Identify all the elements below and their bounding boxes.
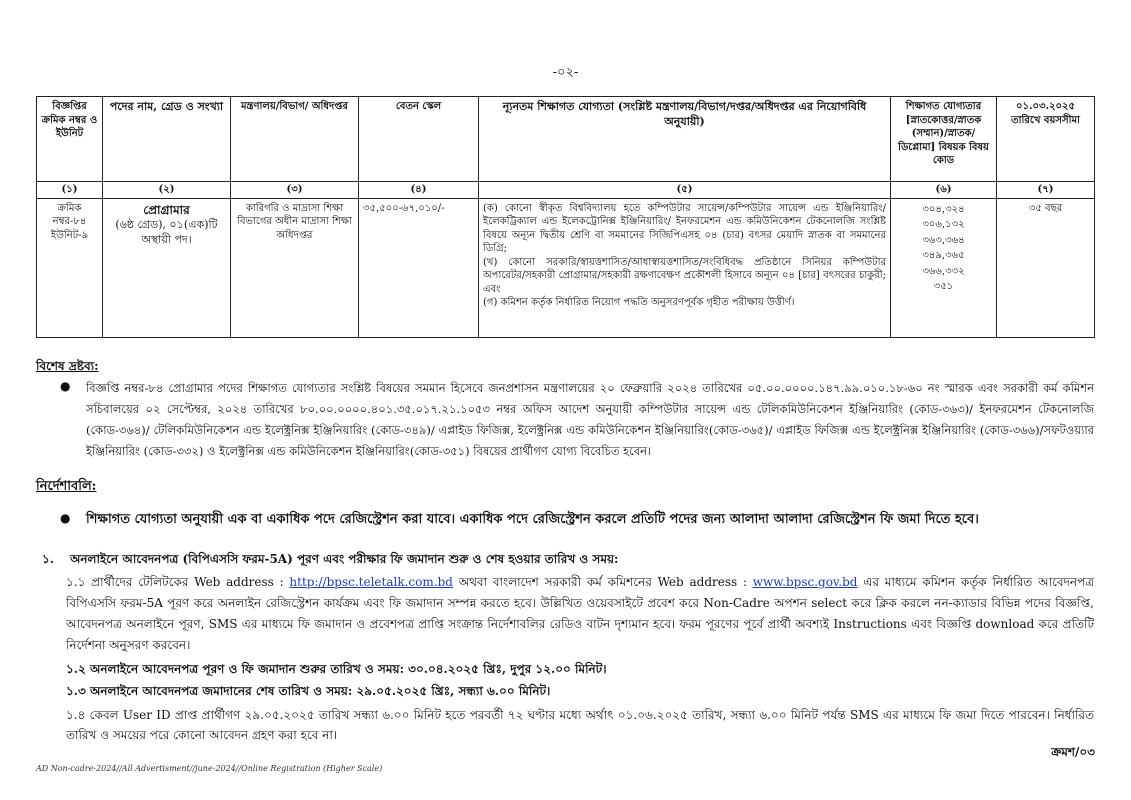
cell-subject-codes: [891, 198, 997, 337]
header-ministry: মন্ত্রণালয়/বিভাগ/ অধিদপ্তর: [231, 97, 359, 182]
special-note-title: বিশেষ দ্রষ্টব্য:: [36, 359, 99, 373]
subject-code: ৩৬৩,৩৬৪: [922, 234, 965, 246]
sub-item-1-1: [66, 572, 1094, 656]
post-grade: (৬ষ্ঠ গ্রেড), ০১(এক)টি অস্থায়ী পদ।: [115, 217, 218, 246]
sub-item-1-2: ১.২ অনলাইনে আবেদনপত্র পূরণ ও ফি জমাদান শুরুর তারিখ ও সময়: ৩০.০৪.২০২৫ খ্রিঃ, দুপুর ১২.০০ মিনিট।: [66, 662, 607, 676]
subject-code: ৩৬৬,৩৩২: [922, 265, 965, 277]
instructions-title: নির্দেশাবলি:: [36, 479, 97, 494]
bullet-icon: ●: [60, 511, 71, 525]
subject-code: ৩৪৯,৩৬৫: [922, 250, 965, 261]
cell-age-limit: ৩৫ বছর: [997, 198, 1095, 337]
column-number: (৫): [479, 182, 891, 199]
sub-item-1-4: ১.৪ কেবল User ID প্রাপ্ত প্রার্থীগণ ২৯.০৫.২০২৫ তারিখ সন্ধ্যা ৬.০০ মিনিট হতে পরবর্তী ৭২ ঘণ্টার মধ্যে অর্থাৎ ০১.০৬.২০২৫ তারিখ, সন্ধ্যা ৬.০০ মিনিট পর্যন্ত SMS এর মাধ্যমে ফি জমা দিতে পারবেন। নির্ধারিত তারিখ ও সময়ের পরে কোনো আবেদন গ্রহণ করা হবে না।: [66, 708, 1094, 742]
sub-item-text: অথবা বাংলাদেশ সরকারী কর্ম কমিশনের Web address :: [452, 575, 753, 589]
column-number: (৭): [997, 182, 1095, 199]
header-pay-scale: বেতন স্কেল: [359, 97, 479, 182]
header-post: পদের নাম, গ্রেড ও সংখ্যা: [103, 97, 231, 182]
column-number: (৩): [231, 182, 359, 199]
cell-post: [103, 198, 231, 337]
subject-code: ৩৫১: [933, 281, 954, 292]
column-number: (৬): [891, 182, 997, 199]
header-qualification: ন্যূনতম শিক্ষাগত যোগ্যতা (সংশ্লিষ্ট মন্ত্রণালয়/বিভাগ/দপ্তর/অধিদপ্তর এর নিয়োগবিধি অনুযায়ী): [479, 97, 891, 182]
cell-serial: ক্রমিক নম্বর-৮৪ ইউনিট-৯: [37, 198, 103, 337]
cell-pay-scale: ৩৫,৫০০-৬৭,০১০/-: [359, 198, 479, 337]
post-name: প্রোগ্রামার: [143, 202, 190, 217]
qualification-a: (ক) কোনো স্বীকৃত বিশ্ববিদ্যালয় হতে কম্পিউটার সায়েন্স/কম্পিউটার সায়েন্স এন্ড ইঞ্জিনিয়ারিং/ইলেকট্রিক্যাল এন্ড ইলেকট্রোনিক্স ইঞ্জিনিয়ারিং/ ইনফরমেশন এন্ড কমিউনিকেশন টেকনোলজি সংশ্লিষ্ট বিষয়ে অন্যূন দ্বিতীয় শ্রেণি বা সমমানের সিজিপিএসহ ০৪ (চার) বৎসর মেয়াদি স্নাতক বা সমমানের ডিগ্রি;: [483, 202, 886, 254]
cell-qualification: [479, 198, 891, 337]
item-title: অনলাইনে আবেদনপত্র (বিপিএসসি ফরম-5A) পূরণ এবং পরীক্ষার ফি জমাদান শুরু ও শেষ হওয়ার তারিখ ও সময়:: [70, 552, 619, 566]
instructions-bullet-text: শিক্ষাগত যোগ্যতা অনুযায়ী এক বা একাধিক পদে রেজিস্ট্রেশন করা যাবে। একাধিক পদে রেজিস্ট্রেশন করলে প্রতিটি পদের জন্য আলাদা আলাদা রেজিস্ট্রেশন ফি জমা দিতে হবে।: [86, 512, 979, 527]
header-subject-code: শিক্ষাগত যোগ্যতার [স্নাতকোত্তর/স্নাতক (সম্মান)/স্নাতক/ ডিপ্লোমা] বিষয়ক বিষয় কোড: [891, 97, 997, 182]
column-number: (৪): [359, 182, 479, 199]
sub-item-1-3: ১.৩ অনলাইনে আবেদনপত্র জমাদানের শেষ তারিখ ও সময়: ২৯.০৫.২০২৫ খ্রিঃ, সন্ধ্যা ৬.০০ মিনিট।: [66, 684, 551, 698]
sub-item-text: এর মাধ্যমে কমিশন কর্তৃক নির্ধারিত আবেদনপত্র বিপিএসসি ফরম-5A পূরণ করে অনলাইন রেজিস্ট্রেশন কার্যক্রম এবং ফি জমাদান সম্পন্ন করতে হবে। উল্লিখিত ওয়েবসাইটে প্রবেশ করে Non-Cadre অপশন select করে ক্লিক করলে নন-ক্যাডার বিভিন্ন পদের বিজ্ঞপ্তি, আবেদনপত্র অনলাইনে পূরণ, SMS এর মাধ্যমে ফি জমাদান ও প্রবেশপত্র প্রাপ্তি সংক্রান্ত নির্দেশাবলির রেডিও বাটন দৃশ্যমান হবে। ফরম পূরণের পূর্বে প্রার্থী অবশ্যই Instructions এবং বিজ্ঞপ্তি download করে প্রতিটি নির্দেশনা অনুসরণ করবেন।: [66, 575, 1095, 652]
sub-item-text: ১.১ প্রার্থীদের টেলিটকের Web address :: [66, 575, 290, 589]
footer-note: AD Non-cadre-2024//All Advertisment//june-2024//Online Registration (Higher Scale): [36, 764, 383, 773]
continued-label: ক্রমশ/০৩: [1051, 745, 1095, 759]
teletalk-link[interactable]: http://bpsc.teletalk.com.bd: [289, 575, 453, 589]
vacancy-table: [36, 96, 1095, 338]
bpsc-link[interactable]: www.bpsc.gov.bd: [752, 575, 858, 589]
special-note-text: বিজ্ঞপ্তি নম্বর-৮৪ প্রোগ্রামার পদের শিক্ষাগত যোগ্যতার সংশ্লিষ্ট বিষয়ের সমমান হিসেবে জনপ্রশাসন মন্ত্রণালয়ের ২০ ফেব্রুয়ারি ২০২৪ তারিখের ০৫.০০.০০০০.১৪৭.৯৯.০১০.১৮-৬০ নং স্মারক এবং সরকারী কর্ম কমিশন সচিবালয়ের ০২ সেপ্টেম্বর, ২০২৪ তারিখের ৮০.০০.০০০০.৪০১.৩৫.০১৭.২১.১০৫৩ নম্বর অফিস আদেশ অনুযায়ী কম্পিউটার সায়েন্স এন্ড টেলিকমিউনিকেশন ইঞ্জিনিয়ারিং (কোড-৩৬৩)/ ইনফরমেশন টেকনোলজি (কোড-৩৬৪)/ টেলিকমিউনিকেশন এন্ড ইলেক্ট্রনিক্স ইঞ্জিনিয়ারিং (কোড-৩৪৯)/ এপ্লাইড ফিজিক্স, ইলেক্ট্রনিক্স এন্ড কমিউনিকেশন ইঞ্জিনিয়ারিং(কোড-৩৬৫)/ এপ্লাইড ফিজিক্স এন্ড ইলেক্ট্রনিক্স ইঞ্জিনিয়ারিং (কোড-৩৬৬)/সফটওয়্যার ইঞ্জিনিয়ারিং (কোড-৩৩২) ও ইলেক্ট্রনিক্স এন্ড কমিউনিকেশন ইঞ্জিনিয়ারিং(কোড-৩৫১) বিষয়ের প্রার্থীগণ যোগ্য বিবেচিত হবেন।: [86, 381, 1094, 458]
table-row: [37, 198, 1095, 337]
qualification-b: (খ) কোনো সরকারি/স্বায়ত্তশাসিত/আধাস্বায়ত্তশাসিত/সংবিধিবদ্ধ প্রতিষ্ঠানে সিনিয়র কম্পিউটার অপারেটর/সহকারী প্রোগ্রামার/সহকারী রক্ষণাবেক্ষণ প্রকৌশলী হিসাবে অন্যূন ০৪ [চার] বৎসরের চাকুরী; এবং: [483, 256, 886, 295]
header-serial: বিজ্ঞপ্তির ক্রমিক নম্বর ও ইউনিট: [37, 97, 103, 182]
item-number: ১.: [42, 552, 54, 566]
page-number: -০২-: [552, 65, 579, 80]
header-age-limit: ০১.০৩.২০২৫ তারিখে বয়সসীমা: [997, 97, 1095, 182]
cell-ministry: কারিগরি ও মাদ্রাসা শিক্ষা বিভাগের অধীন মাদ্রাসা শিক্ষা অধিদপ্তর: [231, 198, 359, 337]
column-number-row: [37, 182, 1095, 199]
column-number: (২): [103, 182, 231, 199]
bullet-icon: ●: [60, 379, 71, 393]
subject-code: ৩০৪,৩২৪: [922, 203, 965, 215]
qualification-c: (গ) কমিশন কর্তৃক নির্ধারিত নিয়োগ পদ্ধতি অনুসরণপূর্বক গৃহীত পরীক্ষায় উত্তীর্ণ।: [483, 297, 795, 308]
column-number: (১): [37, 182, 103, 199]
table-header-row: [37, 97, 1095, 182]
subject-code: ৩০৬,১৩২: [922, 219, 965, 230]
